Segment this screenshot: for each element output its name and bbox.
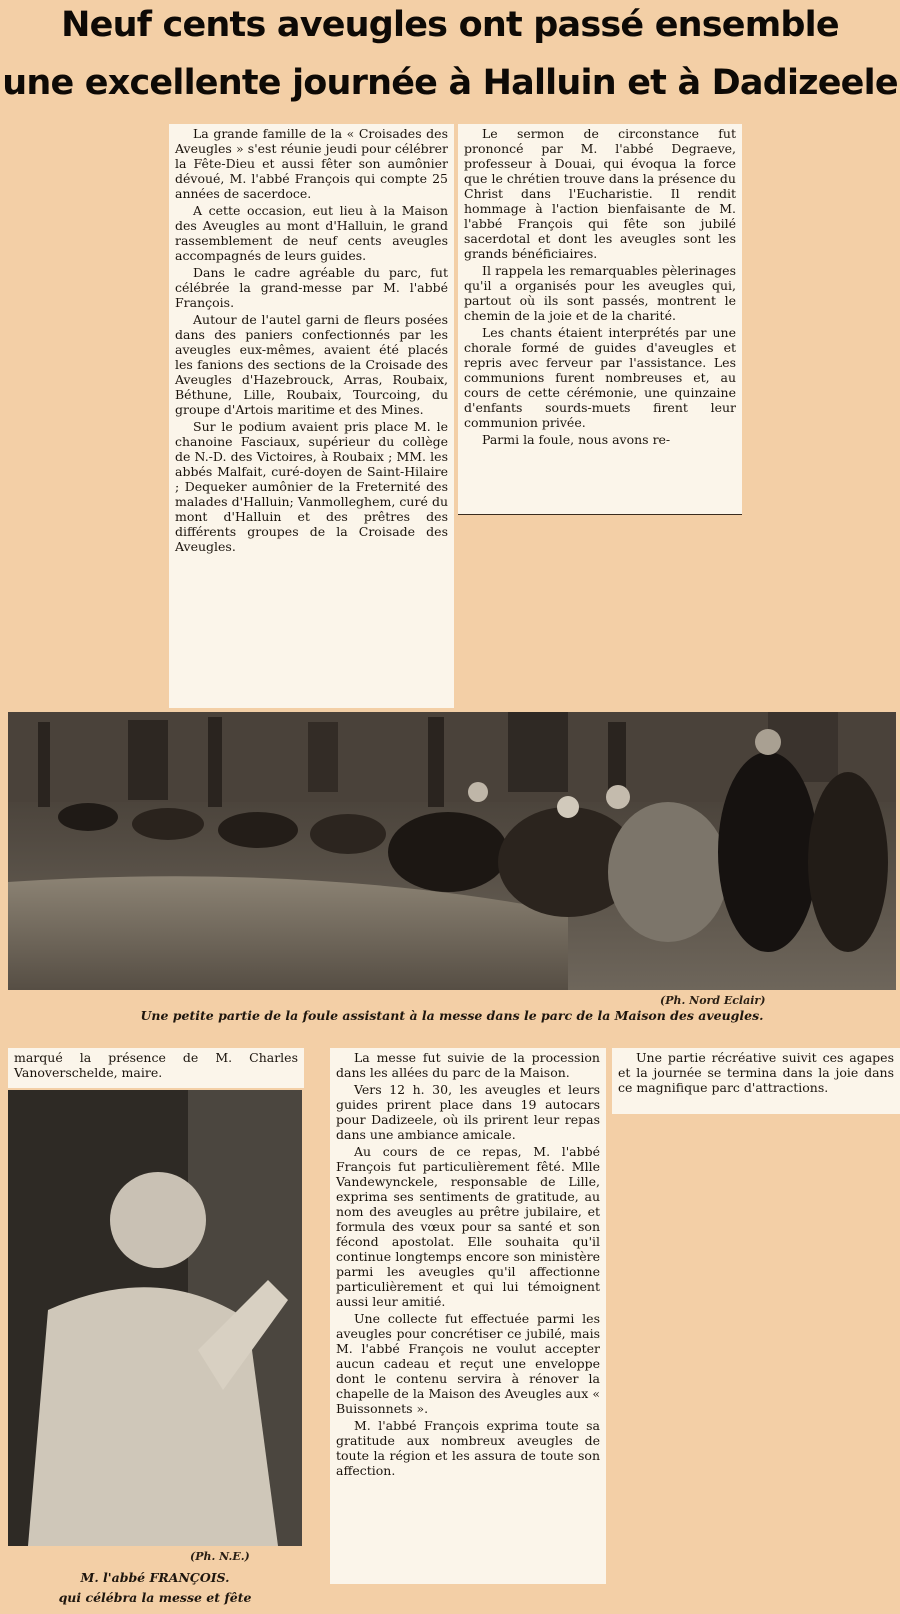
article-column-1 [169, 124, 454, 708]
portrait-caption-1: M. l'abbé FRANÇOIS. [80, 1570, 230, 1585]
crowd-photo [8, 712, 896, 990]
article-column-3 [8, 1048, 304, 1088]
paragraph: marqué la présence de M. Charles Vanoverschelde, maire. [14, 1050, 298, 1080]
paragraph: Dans le cadre agréable du parc, fut célébrée la grand-messe par M. l'abbé François. [175, 265, 448, 310]
article-column-2 [458, 124, 742, 514]
paragraph: La grande famille de la « Croisades des Aveugles » s'est réunie jeudi pour célébrer la Fête-Dieu et aussi fêter son aumônier dévoué, M. l'abbé François qui compte 25 années de sacerdoce. [175, 126, 448, 201]
paragraph: La messe fut suivie de la procession dans les allées du parc de la Maison. [336, 1050, 600, 1080]
portrait-caption-2: qui célébra la messe et fête [58, 1590, 252, 1605]
article-column-4 [330, 1048, 606, 1584]
paragraph: Il rappela les remarquables pèlerinages qu'il a organisés pour les aveugles qui, partout où ils sont passés, montrent le chemin de la joie et de la charité. [464, 263, 736, 323]
paragraph: Le sermon de circonstance fut prononcé par M. l'abbé Degraeve, professeur à Douai, qui évoqua la force que le chrétien trouve dans la présence du Christ dans l'Eucharistie. Il rendit hommage à l'action bienfaisante de M. l'abbé François qui fête son jubilé sacerdotal et dont les aveugles sont les grands bénéficiaires. [464, 126, 736, 261]
portrait-photo-image [8, 1090, 302, 1546]
paragraph: Une partie récréative suivit ces agapes et la journée se termina dans la joie dans ce magnifique parc d'attractions. [618, 1050, 894, 1095]
paragraph: Une collecte fut effectuée parmi les aveugles pour concrétiser ce jubilé, mais M. l'abbé François ne voulut accepter aucun cadeau et reçut une enveloppe dont le contenu servira à rénover la chapelle de la Maison des Aveugles aux « Buissonnets ». [336, 1311, 600, 1416]
article-column-5 [612, 1048, 900, 1114]
headline-line-2: une excellente journée à Halluin et à Dadizeele [2, 63, 898, 103]
photo-credit: (Ph. Nord Eclair) [660, 994, 766, 1007]
paragraph: Autour de l'autel garni de fleurs posées dans des paniers confectionnés par les aveugles eux-mêmes, avaient été placés les fanions des sections de la Croisade des Aveugles d'Hazebrouck, Arras, Roubaix, Béthune, Lille, Roubaix, Tourcoing, du groupe d'Artois maritime et des Mines. [175, 312, 448, 417]
paragraph: Sur le podium avaient pris place M. le chanoine Fasciaux, supérieur du collège de N.-D. des Victoires, à Roubaix ; MM. les abbés Malfait, curé-doyen de Saint-Hilaire ; Dequeker aumônier de la Freternité des malades d'Halluin; Vanmolleghem, curé du mont d'Halluin et des prêtres des différents groupes de la Croisade des Aveugles. [175, 419, 448, 554]
headline-line-1: Neuf cents aveugles ont passé ensemble [61, 5, 839, 45]
column-end-rule [458, 514, 742, 515]
paragraph: Vers 12 h. 30, les aveugles et leurs guides prirent place dans 19 autocars pour Dadizeele, où ils prirent leur repas dans une ambiance amicale. [336, 1082, 600, 1142]
portrait-credit: (Ph. N.E.) [190, 1550, 250, 1563]
crowd-photo-image [8, 712, 896, 990]
portrait-photo [8, 1090, 302, 1546]
paragraph: Au cours de ce repas, M. l'abbé François fut particulièrement fêté. Mlle Vandewynckele, responsable de Lille, exprima ses sentiments de gratitude, au nom des aveugles au prêtre jubilaire, et formula des vœux pour sa santé et son fécond apostolat. Elle souhaita qu'il continue longtemps encore son ministère parmi les aveugles qu'il affectionne particulièrement et qui lui témoignent aussi leur amitié. [336, 1144, 600, 1309]
photo-caption: Une petite partie de la foule assistant à la messe dans le parc de la Maison des aveugles. [140, 1008, 764, 1023]
paragraph: Parmi la foule, nous avons re- [482, 432, 671, 447]
paragraph: A cette occasion, eut lieu à la Maison des Aveugles au mont d'Halluin, le grand rassemblement de neuf cents aveugles accompagnés de leurs guides. [175, 203, 448, 263]
paragraph: M. l'abbé François exprima toute sa gratitude aux nombreux aveugles de toute la région et les assura de toute son affection. [336, 1418, 600, 1478]
paragraph: Les chants étaient interprétés par une chorale formé de guides d'aveugles et repris avec ferveur par l'assistance. Les communions furent nombreuses et, au cours de cette cérémonie, une quinzaine d'enfants sourds-muets firent leur communion privée. [464, 325, 736, 430]
